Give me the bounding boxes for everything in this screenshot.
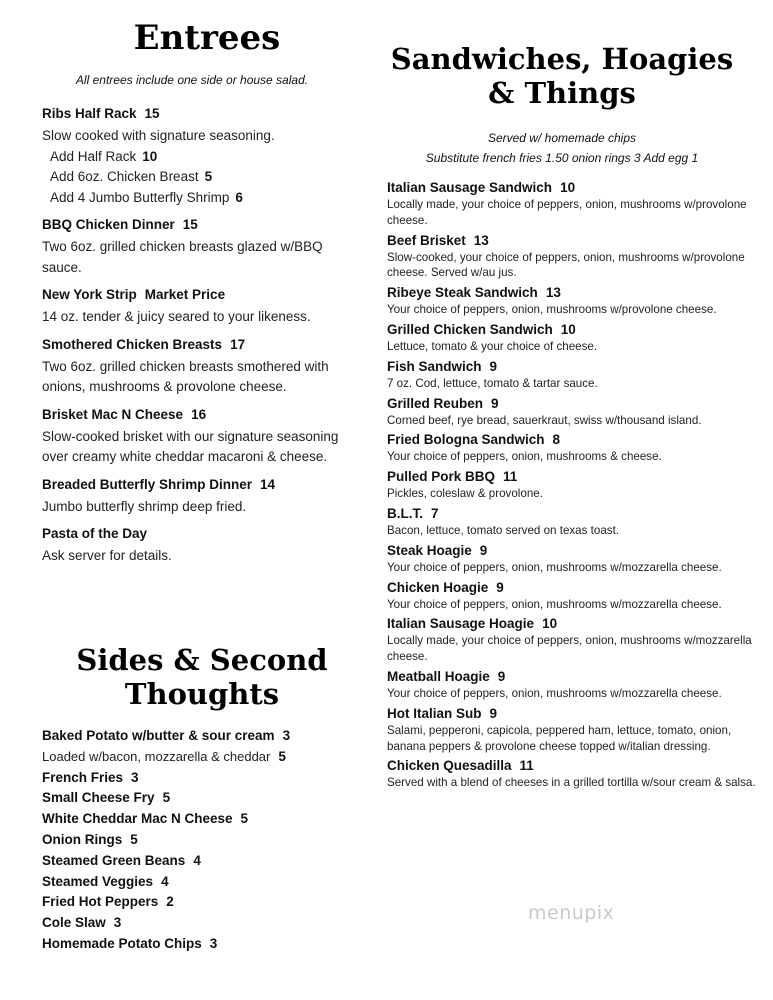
sandwich-header bbox=[387, 320, 762, 339]
side-price: 2 bbox=[166, 894, 174, 910]
sandwich-item bbox=[387, 231, 762, 282]
sandwich-header bbox=[387, 394, 762, 413]
sandwich-name: Steak Hoagie bbox=[387, 542, 472, 558]
side-item bbox=[42, 934, 352, 955]
entree-price: 15 bbox=[182, 217, 198, 232]
entree-description: Two 6oz. grilled chicken breasts smothered with onions, mushrooms & provolone cheese. bbox=[42, 358, 329, 394]
side-price: 3 bbox=[282, 728, 291, 743]
sandwiches-title bbox=[387, 42, 737, 110]
entree-price: 15 bbox=[144, 106, 160, 121]
addon-price: 6 bbox=[235, 189, 243, 205]
entree-price: 17 bbox=[230, 336, 246, 352]
sandwich-header bbox=[387, 578, 762, 597]
sandwich-item bbox=[387, 467, 762, 502]
sandwich-header bbox=[387, 283, 762, 302]
sandwich-price: 10 bbox=[560, 321, 576, 337]
entree-description: 14 oz. tender & juicy seared to your likeness. bbox=[42, 309, 311, 324]
sandwich-header bbox=[387, 667, 762, 686]
side-name: Fried Hot Peppers bbox=[42, 894, 159, 910]
side-item bbox=[42, 892, 352, 913]
sandwich-description: Locally made, your choice of peppers, onion, mushrooms w/provolone cheese. bbox=[387, 198, 747, 227]
entree-description: Jumbo butterfly shrimp deep fried. bbox=[42, 498, 247, 514]
entrees-note: All entrees include one side or house salad. bbox=[75, 73, 309, 87]
entree-item bbox=[42, 106, 342, 208]
menupix-watermark: menupix bbox=[528, 902, 615, 924]
side-price: 5 bbox=[240, 811, 249, 827]
sandwich-price: 8 bbox=[552, 432, 561, 448]
side-price: 5 bbox=[278, 748, 286, 764]
entree-name: Pasta of the Day bbox=[42, 526, 148, 541]
side-name: Steamed Green Beans bbox=[42, 852, 186, 868]
sandwich-item bbox=[387, 578, 762, 613]
sandwich-price: 7 bbox=[431, 505, 439, 521]
entree-item bbox=[42, 477, 342, 518]
entree-name: Breaded Butterfly Shrimp Dinner bbox=[42, 476, 253, 492]
sandwich-header bbox=[387, 541, 762, 560]
sandwich-item bbox=[387, 283, 762, 318]
sandwich-header bbox=[387, 178, 762, 197]
sandwich-item bbox=[387, 667, 762, 702]
sandwich-name: Hot Italian Sub bbox=[387, 705, 482, 721]
sandwich-header bbox=[387, 357, 762, 376]
sandwich-description: Lettuce, tomato & your choice of cheese. bbox=[387, 339, 598, 353]
side-item bbox=[42, 788, 352, 809]
sandwich-description: Salami, pepperoni, capicola, peppered ham, lettuce, tomato, onion, banana peppers & provolone cheese topped w/italian dressing. bbox=[387, 723, 732, 753]
side-name: White Cheddar Mac N Cheese bbox=[42, 811, 233, 827]
entree-item bbox=[42, 526, 342, 567]
sandwich-name: B.L.T. bbox=[387, 505, 423, 521]
sandwich-price: 9 bbox=[497, 668, 506, 684]
sandwich-item bbox=[387, 756, 762, 791]
side-name: Homemade Potato Chips bbox=[42, 935, 202, 951]
sandwich-item bbox=[387, 178, 762, 229]
sandwich-item bbox=[387, 614, 762, 665]
entree-description: Two 6oz. grilled chicken breasts glazed w/BBQ sauce. bbox=[42, 239, 323, 275]
sandwich-description: Slow-cooked, your choice of peppers, onion, mushrooms w/provolone cheese. Served w/au jus. bbox=[387, 250, 745, 280]
side-name: Steamed Veggies bbox=[42, 873, 154, 889]
side-item bbox=[42, 726, 352, 747]
sandwich-name: Grilled Chicken Sandwich bbox=[387, 321, 553, 337]
sandwich-price: 10 bbox=[542, 616, 558, 632]
sandwich-header bbox=[387, 430, 762, 449]
side-name: Onion Rings bbox=[42, 831, 123, 847]
entree-header bbox=[42, 106, 342, 126]
sandwich-item bbox=[387, 541, 762, 576]
entree-addon bbox=[42, 167, 342, 188]
side-item bbox=[42, 747, 352, 768]
sandwich-name: Ribeye Steak Sandwich bbox=[387, 285, 538, 301]
side-name: Loaded w/bacon, mozzarella & cheddar bbox=[42, 748, 271, 764]
sandwich-name: Fish Sandwich bbox=[387, 358, 482, 374]
sandwich-description: Served with a blend of cheeses in a grilled tortilla w/sour cream & salsa. bbox=[387, 776, 756, 790]
entree-header bbox=[42, 526, 342, 546]
side-item bbox=[42, 872, 352, 893]
sandwiches-title-line2: & Things bbox=[488, 76, 636, 111]
sandwich-description: Your choice of peppers, onion, mushrooms w/mozzarella cheese. bbox=[387, 597, 722, 611]
entree-price: 16 bbox=[191, 406, 207, 422]
entree-description: Ask server for details. bbox=[42, 548, 172, 563]
side-price: 3 bbox=[209, 935, 218, 951]
sandwich-name: Meatball Hoagie bbox=[387, 668, 490, 684]
entree-addon bbox=[42, 147, 342, 168]
sides-title bbox=[42, 643, 362, 711]
side-item bbox=[42, 809, 352, 830]
sandwich-description: Corned beef, rye bread, sauerkraut, swiss w/thousand island. bbox=[387, 413, 702, 427]
entree-header bbox=[42, 287, 342, 307]
sandwich-item bbox=[387, 394, 762, 429]
sandwich-price: 9 bbox=[489, 358, 498, 374]
sandwich-name: Chicken Hoagie bbox=[387, 579, 489, 595]
sandwich-header bbox=[387, 467, 762, 486]
sandwich-name: Italian Sausage Hoagie bbox=[387, 616, 535, 632]
sides-title-line2: Thoughts bbox=[124, 677, 280, 712]
side-item bbox=[42, 851, 352, 872]
side-price: 5 bbox=[130, 831, 138, 847]
sandwich-header bbox=[387, 231, 762, 250]
sandwich-description: Your choice of peppers, onion, mushrooms w/provolone cheese. bbox=[387, 303, 717, 317]
sandwich-description: Pickles, coleslaw & provolone. bbox=[387, 487, 543, 501]
sandwich-item bbox=[387, 704, 762, 755]
sandwich-item bbox=[387, 357, 762, 392]
side-item bbox=[42, 913, 352, 934]
side-price: 4 bbox=[161, 873, 169, 889]
sandwich-item bbox=[387, 430, 762, 465]
sandwich-header bbox=[387, 614, 762, 633]
side-name: French Fries bbox=[42, 769, 124, 785]
addon-price: 5 bbox=[204, 169, 213, 184]
entree-price: Market Price bbox=[144, 287, 226, 302]
side-price: 5 bbox=[162, 790, 171, 806]
sandwich-name: Pulled Pork BBQ bbox=[387, 469, 496, 485]
sandwich-header bbox=[387, 504, 762, 523]
sides-title-line1: Sides & Second bbox=[76, 643, 328, 677]
entree-addon bbox=[42, 188, 342, 209]
sandwich-description: Bacon, lettuce, tomato served on texas toast. bbox=[387, 523, 620, 537]
sandwich-description: Your choice of peppers, onion, mushrooms w/mozzarella cheese. bbox=[387, 686, 722, 700]
sandwich-name: Chicken Quesadilla bbox=[387, 758, 512, 774]
sandwich-item bbox=[387, 504, 762, 539]
sandwich-header bbox=[387, 756, 762, 775]
side-name: Baked Potato w/butter & sour cream bbox=[42, 728, 275, 743]
sandwich-name: Beef Brisket bbox=[387, 232, 466, 248]
entrees-title: Entrees bbox=[133, 18, 281, 58]
sandwiches-title-line1: Sandwiches, Hoagies bbox=[390, 42, 734, 76]
sandwich-price: 9 bbox=[489, 705, 498, 721]
entree-header bbox=[42, 337, 342, 357]
entrees-list bbox=[42, 106, 342, 576]
side-item bbox=[42, 768, 352, 789]
sandwich-price: 9 bbox=[479, 542, 488, 558]
side-name: Cole Slaw bbox=[42, 915, 106, 931]
sandwiches-list bbox=[387, 178, 762, 793]
entree-description: Slow cooked with signature seasoning. bbox=[42, 128, 275, 143]
sandwich-name: Italian Sausage Sandwich bbox=[387, 180, 553, 195]
sandwich-item bbox=[387, 320, 762, 355]
entree-name: BBQ Chicken Dinner bbox=[42, 217, 175, 232]
side-price: 3 bbox=[113, 915, 122, 931]
addon-name: Add Half Rack bbox=[50, 148, 137, 164]
sandwiches-note-chips: Served w/ homemade chips bbox=[487, 131, 637, 145]
sandwich-description: Locally made, your choice of peppers, onion, mushrooms w/mozzarella cheese. bbox=[387, 634, 752, 664]
side-item bbox=[42, 830, 352, 851]
sandwich-price: 11 bbox=[503, 469, 518, 485]
sandwich-description: 7 oz. Cod, lettuce, tomato & tartar sauce. bbox=[387, 376, 598, 390]
sides-list bbox=[42, 726, 352, 955]
sandwich-description: Your choice of peppers, onion, mushrooms w/mozzarella cheese. bbox=[387, 560, 722, 574]
side-name: Small Cheese Fry bbox=[42, 790, 155, 806]
entree-header bbox=[42, 477, 342, 497]
entree-name: Ribs Half Rack bbox=[42, 106, 137, 121]
entree-name: Smothered Chicken Breasts bbox=[42, 336, 223, 352]
sandwich-price: 13 bbox=[545, 285, 561, 301]
sandwich-price: 9 bbox=[496, 579, 504, 595]
sandwiches-note-substitutions: Substitute french fries 1.50 onion rings 3 Add egg 1 bbox=[425, 151, 699, 165]
entree-header bbox=[42, 407, 342, 427]
sandwich-price: 9 bbox=[491, 395, 499, 411]
entree-description: Slow-cooked brisket with our signature seasoning over creamy white cheddar macaroni & cheese. bbox=[42, 428, 339, 464]
entree-item bbox=[42, 407, 342, 468]
side-price: 3 bbox=[131, 769, 139, 785]
sandwich-price: 13 bbox=[473, 232, 489, 248]
entree-item bbox=[42, 217, 342, 278]
addon-name: Add 6oz. Chicken Breast bbox=[50, 169, 199, 184]
side-price: 4 bbox=[193, 852, 201, 868]
entree-item bbox=[42, 337, 342, 398]
addon-name: Add 4 Jumbo Butterfly Shrimp bbox=[50, 189, 230, 205]
sandwich-description: Your choice of peppers, onion, mushrooms & cheese. bbox=[387, 450, 662, 464]
sandwich-header bbox=[387, 704, 762, 723]
addon-price: 10 bbox=[142, 148, 158, 164]
sandwich-name: Fried Bologna Sandwich bbox=[387, 432, 545, 448]
sandwich-price: 10 bbox=[560, 180, 576, 195]
entree-item bbox=[42, 287, 342, 328]
entree-header bbox=[42, 217, 342, 237]
sandwich-price: 11 bbox=[519, 758, 534, 774]
sandwich-name: Grilled Reuben bbox=[387, 395, 484, 411]
entree-name: New York Strip bbox=[42, 287, 137, 302]
entree-name: Brisket Mac N Cheese bbox=[42, 406, 184, 422]
entree-price: 14 bbox=[260, 476, 276, 492]
